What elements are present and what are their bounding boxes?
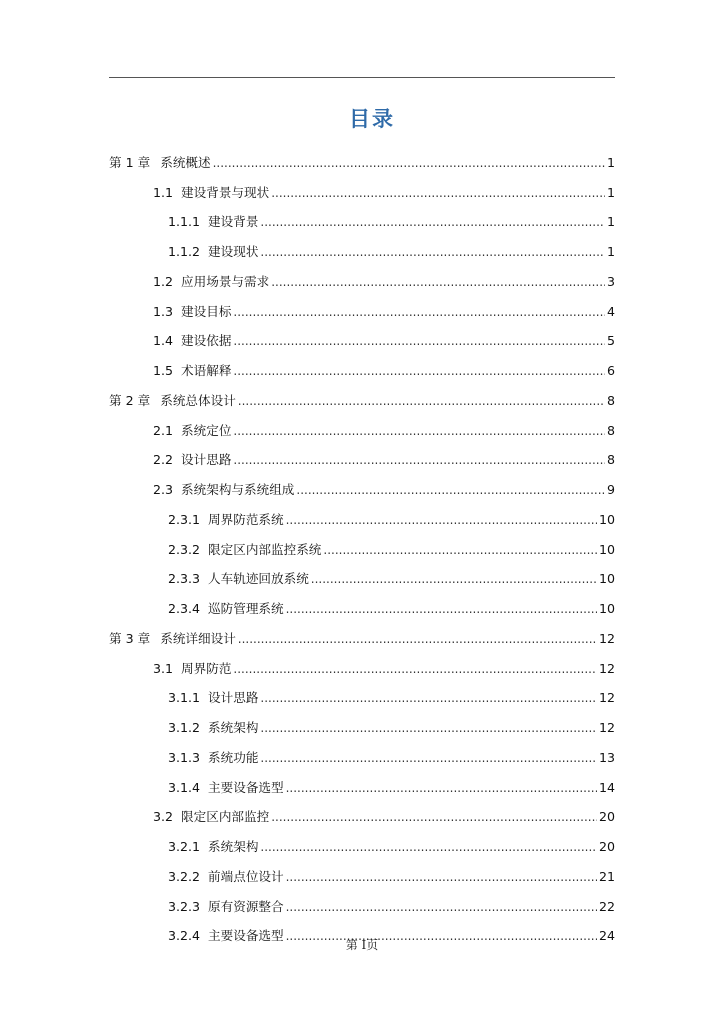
toc-entry[interactable] — [109, 528, 615, 558]
toc-entry[interactable] — [109, 647, 615, 677]
toc-entry-number: 1.4 — [153, 333, 174, 349]
toc-dot-leader — [323, 542, 597, 558]
toc-entry-number: 3.1 — [153, 660, 174, 676]
toc-dot-leader — [260, 690, 597, 706]
toc-entry-page: 12 — [598, 660, 615, 676]
toc-entry-page: 12 — [598, 690, 615, 706]
toc-entry-page: 10 — [598, 511, 615, 527]
toc-entry-page: 20 — [598, 839, 615, 854]
toc-entry-title: 周界防范 — [181, 660, 232, 676]
toc-entry-page: 24 — [598, 928, 615, 944]
toc-entry-number: 3.1.1 — [168, 690, 201, 706]
toc-entry-title: 建设背景与现状 — [181, 184, 270, 200]
toc-entry-title: 应用场景与需求 — [181, 273, 270, 289]
toc-entry-number: 1.1.1 — [168, 214, 201, 230]
toc-entry-number: 2.3 — [153, 482, 174, 497]
toc-entry[interactable] — [109, 855, 615, 885]
page-footer: 第 I页 — [345, 938, 379, 952]
toc-entry-number: 2.3.1 — [168, 511, 201, 527]
toc-dot-leader — [296, 482, 605, 498]
toc-dot-leader — [286, 869, 597, 885]
toc-entry-number: 第 1 章 — [109, 154, 151, 170]
toc-entry-title: 周界防范系统 — [208, 511, 284, 527]
toc-entry-title: 系统详细设计 — [160, 630, 236, 646]
toc-entry-number: 第 3 章 — [109, 630, 151, 646]
toc-dot-leader — [260, 244, 605, 260]
toc-entry-number: 3.1.2 — [168, 720, 201, 735]
toc-entry-page: 14 — [598, 779, 615, 795]
toc-entry-page: 3 — [606, 273, 615, 289]
toc-entry-number: 3.2.2 — [168, 868, 201, 884]
toc-entry-page: 10 — [598, 571, 615, 587]
toc-dot-leader — [286, 780, 597, 796]
toc-entry-title: 系统功能 — [208, 749, 259, 765]
toc-dot-leader — [260, 750, 597, 766]
toc-entry-title: 前端点位设计 — [208, 868, 284, 884]
toc-entry[interactable] — [109, 290, 615, 320]
toc-entry-number: 2.3.3 — [168, 571, 201, 587]
toc-dot-leader — [233, 333, 605, 349]
toc-entry[interactable] — [109, 468, 615, 498]
toc-entry-number: 1.1.2 — [168, 244, 201, 259]
toc-dot-leader — [238, 393, 605, 409]
toc-entry[interactable] — [109, 736, 615, 766]
toc-dot-leader — [233, 661, 597, 677]
toc-title: 目录 — [349, 107, 395, 131]
toc-entry-number: 1.5 — [153, 363, 174, 378]
toc-entry-page: 10 — [598, 541, 615, 557]
toc-entry-page: 1 — [606, 214, 615, 230]
toc-entry[interactable] — [109, 201, 615, 231]
toc-dot-leader — [233, 304, 605, 320]
toc-entry-title: 建设背景 — [208, 214, 259, 230]
toc-entry-page: 12 — [598, 630, 615, 646]
toc-entry-page: 20 — [598, 809, 615, 825]
toc-entry[interactable] — [109, 766, 615, 796]
toc-entry[interactable] — [109, 706, 615, 736]
toc-entry-title: 系统架构 — [208, 720, 259, 735]
toc-dot-leader — [271, 809, 597, 825]
toc-entry-page: 1 — [606, 154, 615, 170]
toc-entry-number: 3.1.4 — [168, 779, 201, 795]
toc-dot-leader — [286, 512, 597, 528]
toc-entry-page: 13 — [598, 749, 615, 765]
toc-dot-leader — [271, 185, 605, 201]
toc-entry-title: 人车轨迹回放系统 — [208, 571, 309, 587]
header-rule — [109, 77, 615, 78]
toc-entry-title: 系统总体设计 — [160, 392, 236, 408]
toc-entry-number: 1.3 — [153, 303, 174, 319]
toc-dot-leader — [260, 214, 605, 230]
toc-entry-title: 限定区内部监控系统 — [208, 541, 322, 557]
toc-entry[interactable] — [109, 260, 615, 290]
toc-dot-leader — [286, 899, 597, 915]
toc-entry-number: 2.1 — [153, 422, 174, 438]
toc-entry-title: 建设依据 — [181, 333, 232, 349]
toc-entry-number: 第 2 章 — [109, 392, 151, 408]
toc-entry-page: 12 — [598, 720, 615, 735]
toc-entry[interactable] — [109, 171, 615, 201]
toc-dot-leader — [233, 452, 605, 468]
toc-entry[interactable] — [109, 796, 615, 826]
toc-entry-page: 8 — [606, 452, 615, 468]
toc-entry-number: 1.1 — [153, 184, 174, 200]
toc-entry-number: 3.2.4 — [168, 928, 201, 944]
toc-entry[interactable] — [109, 320, 615, 350]
toc-entry-number: 3.2.1 — [168, 839, 201, 854]
toc-entry[interactable] — [109, 141, 615, 171]
toc-entry-title: 限定区内部监控 — [181, 809, 270, 825]
toc-entry-page: 8 — [606, 422, 615, 438]
toc-entry-title: 设计思路 — [181, 452, 232, 468]
toc-entry[interactable] — [109, 230, 615, 260]
toc-entry-page: 9 — [606, 482, 615, 497]
toc-entry-title: 系统概述 — [160, 154, 211, 170]
toc-dot-leader — [260, 839, 597, 855]
toc-entry[interactable] — [109, 885, 615, 915]
toc-entry-number: 2.3.2 — [168, 541, 201, 557]
toc-entry-title: 主要设备选型 — [208, 779, 284, 795]
toc-entry[interactable] — [109, 379, 615, 409]
toc-entry-title: 建设目标 — [181, 303, 232, 319]
toc-entry-page: 1 — [606, 184, 615, 200]
toc-dot-leader — [233, 363, 605, 379]
toc-entry-title: 原有资源整合 — [208, 898, 284, 914]
toc-entry[interactable] — [109, 439, 615, 469]
toc-dot-leader — [233, 423, 605, 439]
toc-list — [109, 141, 615, 944]
toc-entry-number: 2.3.4 — [168, 601, 201, 616]
toc-entry[interactable] — [109, 349, 615, 379]
toc-entry-page: 1 — [606, 244, 615, 259]
toc-entry[interactable] — [109, 409, 615, 439]
toc-dot-leader — [260, 720, 597, 736]
toc-entry-number: 1.2 — [153, 273, 174, 289]
toc-entry[interactable] — [109, 617, 615, 647]
toc-entry-title: 系统架构 — [208, 839, 259, 854]
toc-dot-leader — [271, 274, 605, 290]
toc-dot-leader — [238, 631, 597, 647]
toc-entry[interactable] — [109, 587, 615, 617]
toc-entry-number: 3.2.3 — [168, 898, 201, 914]
toc-entry-title: 巡防管理系统 — [208, 601, 284, 616]
toc-entry-title: 设计思路 — [208, 690, 259, 706]
toc-dot-leader — [286, 601, 597, 617]
toc-entry-page: 5 — [606, 333, 615, 349]
toc-entry[interactable] — [109, 825, 615, 855]
toc-dot-leader — [213, 155, 605, 171]
toc-entry-title: 主要设备选型 — [208, 928, 284, 944]
toc-entry-page: 22 — [598, 898, 615, 914]
toc-entry-title: 系统架构与系统组成 — [181, 482, 295, 497]
toc-entry-number: 3.2 — [153, 809, 174, 825]
toc-entry-page: 6 — [606, 363, 615, 378]
toc-entry-title: 系统定位 — [181, 422, 232, 438]
toc-entry-title: 术语解释 — [181, 363, 232, 378]
toc-entry[interactable] — [109, 677, 615, 707]
toc-entry-page: 21 — [598, 868, 615, 884]
toc-entry[interactable] — [109, 498, 615, 528]
toc-entry-number: 3.1.3 — [168, 749, 201, 765]
toc-entry-page: 10 — [598, 601, 615, 616]
toc-entry[interactable] — [109, 558, 615, 588]
toc-entry-page: 8 — [606, 392, 615, 408]
toc-entry-page: 4 — [606, 303, 615, 319]
toc-entry-title: 建设现状 — [208, 244, 259, 259]
toc-dot-leader — [311, 571, 597, 587]
toc-entry-number: 2.2 — [153, 452, 174, 468]
